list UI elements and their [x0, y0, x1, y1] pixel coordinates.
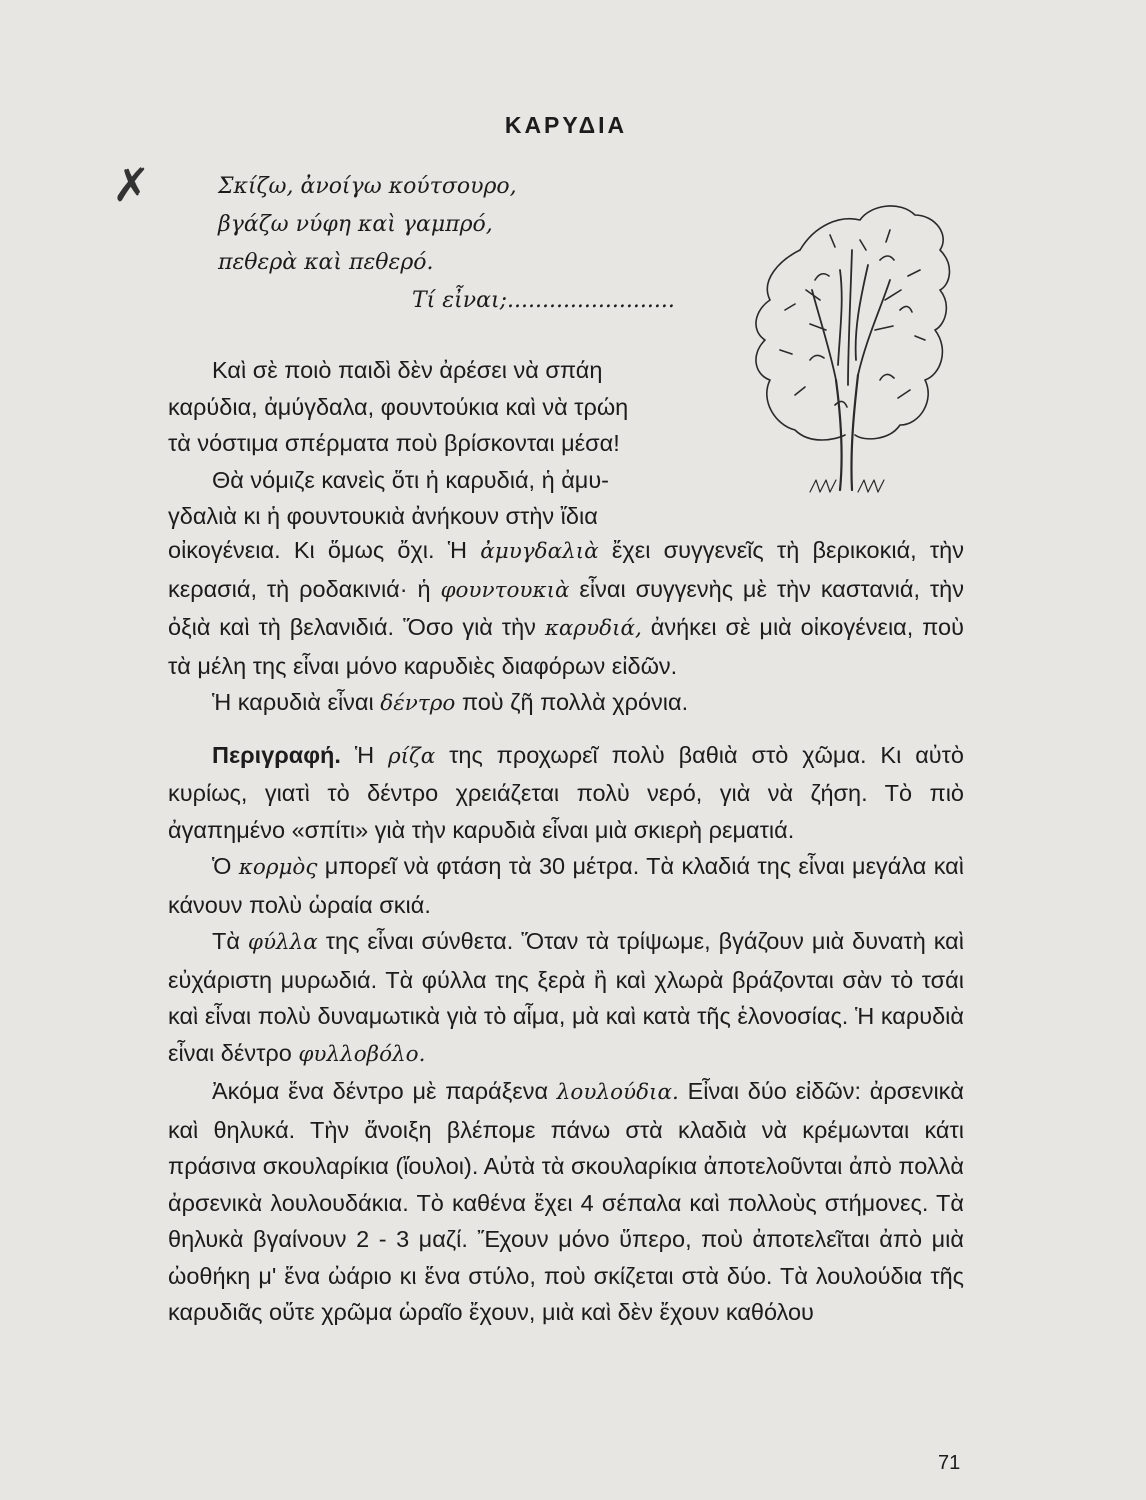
paragraph: Ἀκόμα ἕνα δέντρο μὲ παράξενα λουλούδια. Εἶναι δύο εἰδῶν: ἀρσενικὰ καὶ θηλυκά. Τὴν ἄνοιξη βλέπομε πάνω στὰ κλαδιὰ νὰ κρέμωνται κάτι πράσινα σκουλαρίκια (ἴουλοι). Αὐτὰ τὰ σκουλαρίκια ἀποτελοῦνται ἀπὸ πολλὰ ἀρσενικὰ λουλουδάκια. Τὸ καθένα ἔχει 4 σέπαλα καὶ πολλοὺς στήμονες. Τὰ θηλυκὰ βγαίνουν 2 - 3 μαζί. Ἔχουν μόνο ὕπερο, ποὺ ἀποτελεῖται ἀπὸ μιὰ ὠοθήκη μ' ἕνα ὠάριο κι ἕνα στύλο, ποὺ σκίζεται στὰ δύο. Τὰ λουλούδια τῆς καρυδιᾶς οὔτε χρῶμα ὡραῖο ἔχουν, μιὰ καὶ δὲν ἔχουν καθόλου [168, 1078, 964, 1325]
riddle-line: πεθερὰ καὶ πεθερό. [218, 250, 434, 275]
paragraph: Περιγραφή. Ἡ ρίζα της προχωρεῖ πολὺ βαθιὰ στὸ χῶμα. Κι αὐτὸ κυρίως, γιατὶ τὸ δέντρο χρειάζεται πολὺ νερό, γιὰ νὰ ζήση. Τὸ πιὸ ἀγαπημένο «σπίτι» γιὰ τὴν καρυδιὰ εἶναι μιὰ σκιερὴ ρεματιά. [168, 741, 964, 843]
body-text [168, 532, 964, 1331]
paragraph: Τὰ φύλλα της εἶναι σύνθετα. Ὅταν τὰ τρίψωμε, βγάζουν μιὰ δυνατὴ καὶ εὐχάριστη μυρωδιά. Τὰ φύλλα της ξερὰ ἢ καὶ χλωρὰ βράζονται σὰν τὸ τσάι καὶ εἶναι πολὺ δυναμωτικὰ γιὰ τὸ αἷμα, μὰ καὶ κατὰ τῆς ἑλονοσίας. Ἡ καρυδιὰ εἶναι δέντρο φυλλοβόλο. [168, 928, 964, 1067]
text-line: γδαλιὰ κι ἡ φουντουκιὰ ἀνήκουν στὴν ἴδια [168, 503, 598, 529]
riddle [218, 168, 675, 320]
riddle-question: Τί εἶναι;........................ [412, 288, 675, 313]
page-title: ΚΑΡΥΔΙΑ [504, 112, 628, 138]
text-line: τὰ νόστιμα σπέρματα ποὺ βρίσκονται μέσα! [168, 430, 620, 456]
text-line: καρύδια, ἀμύγδαλα, φουντούκια καὶ νὰ τρώη [168, 393, 629, 420]
section-heading: Περιγραφή. [212, 741, 341, 768]
paragraph: Ὁ κορμὸς μπορεῖ νὰ φτάση τὰ 30 μέτρα. Τὰ κλαδιά της εἶναι μεγάλα καὶ κάνουν πολὺ ὡραία σκιά. [168, 853, 964, 918]
intro-block [168, 352, 964, 535]
page-number: 71 [938, 1452, 961, 1474]
riddle-line: Σκίζω, ἀνοίγω κούτσουρο, [218, 174, 517, 199]
text-line: Καὶ σὲ ποιὸ παιδὶ δὲν ἀρέσει νὰ σπάη [212, 357, 603, 383]
handwritten-x-mark-icon: ✗ [112, 159, 151, 211]
text-line: Θὰ νόμιζε κανεὶς ὅτι ἡ καρυδιά, ἡ ἀμυ- [212, 466, 610, 493]
riddle-line: βγάζω νύφη καὶ γαμπρό, [218, 212, 493, 237]
paragraph: οἰκογένεια. Κι ὅμως ὄχι. Ἡ ἀμυγδαλιὰ ἔχει συγγενεῖς τὴ βερικοκιά, τὴν κερασιά, τὴ ροδακινιά· ἡ φουντουκιὰ εἶναι συγγενὴς μὲ τὴν καστανιά, τὴν ὀξιὰ καὶ τὴ βελανιδιά. Ὅσο γιὰ τὴν καρυδιά, ἀνήκει σὲ μιὰ οἰκογένεια, ποὺ τὰ μέλη της εἶναι μόνο καρυδιὲς διαφόρων εἰδῶν. [168, 537, 965, 679]
paragraph: Ἡ καρυδιὰ εἶναι δέντρο ποὺ ζῆ πολλὰ χρόνια. [212, 689, 689, 716]
